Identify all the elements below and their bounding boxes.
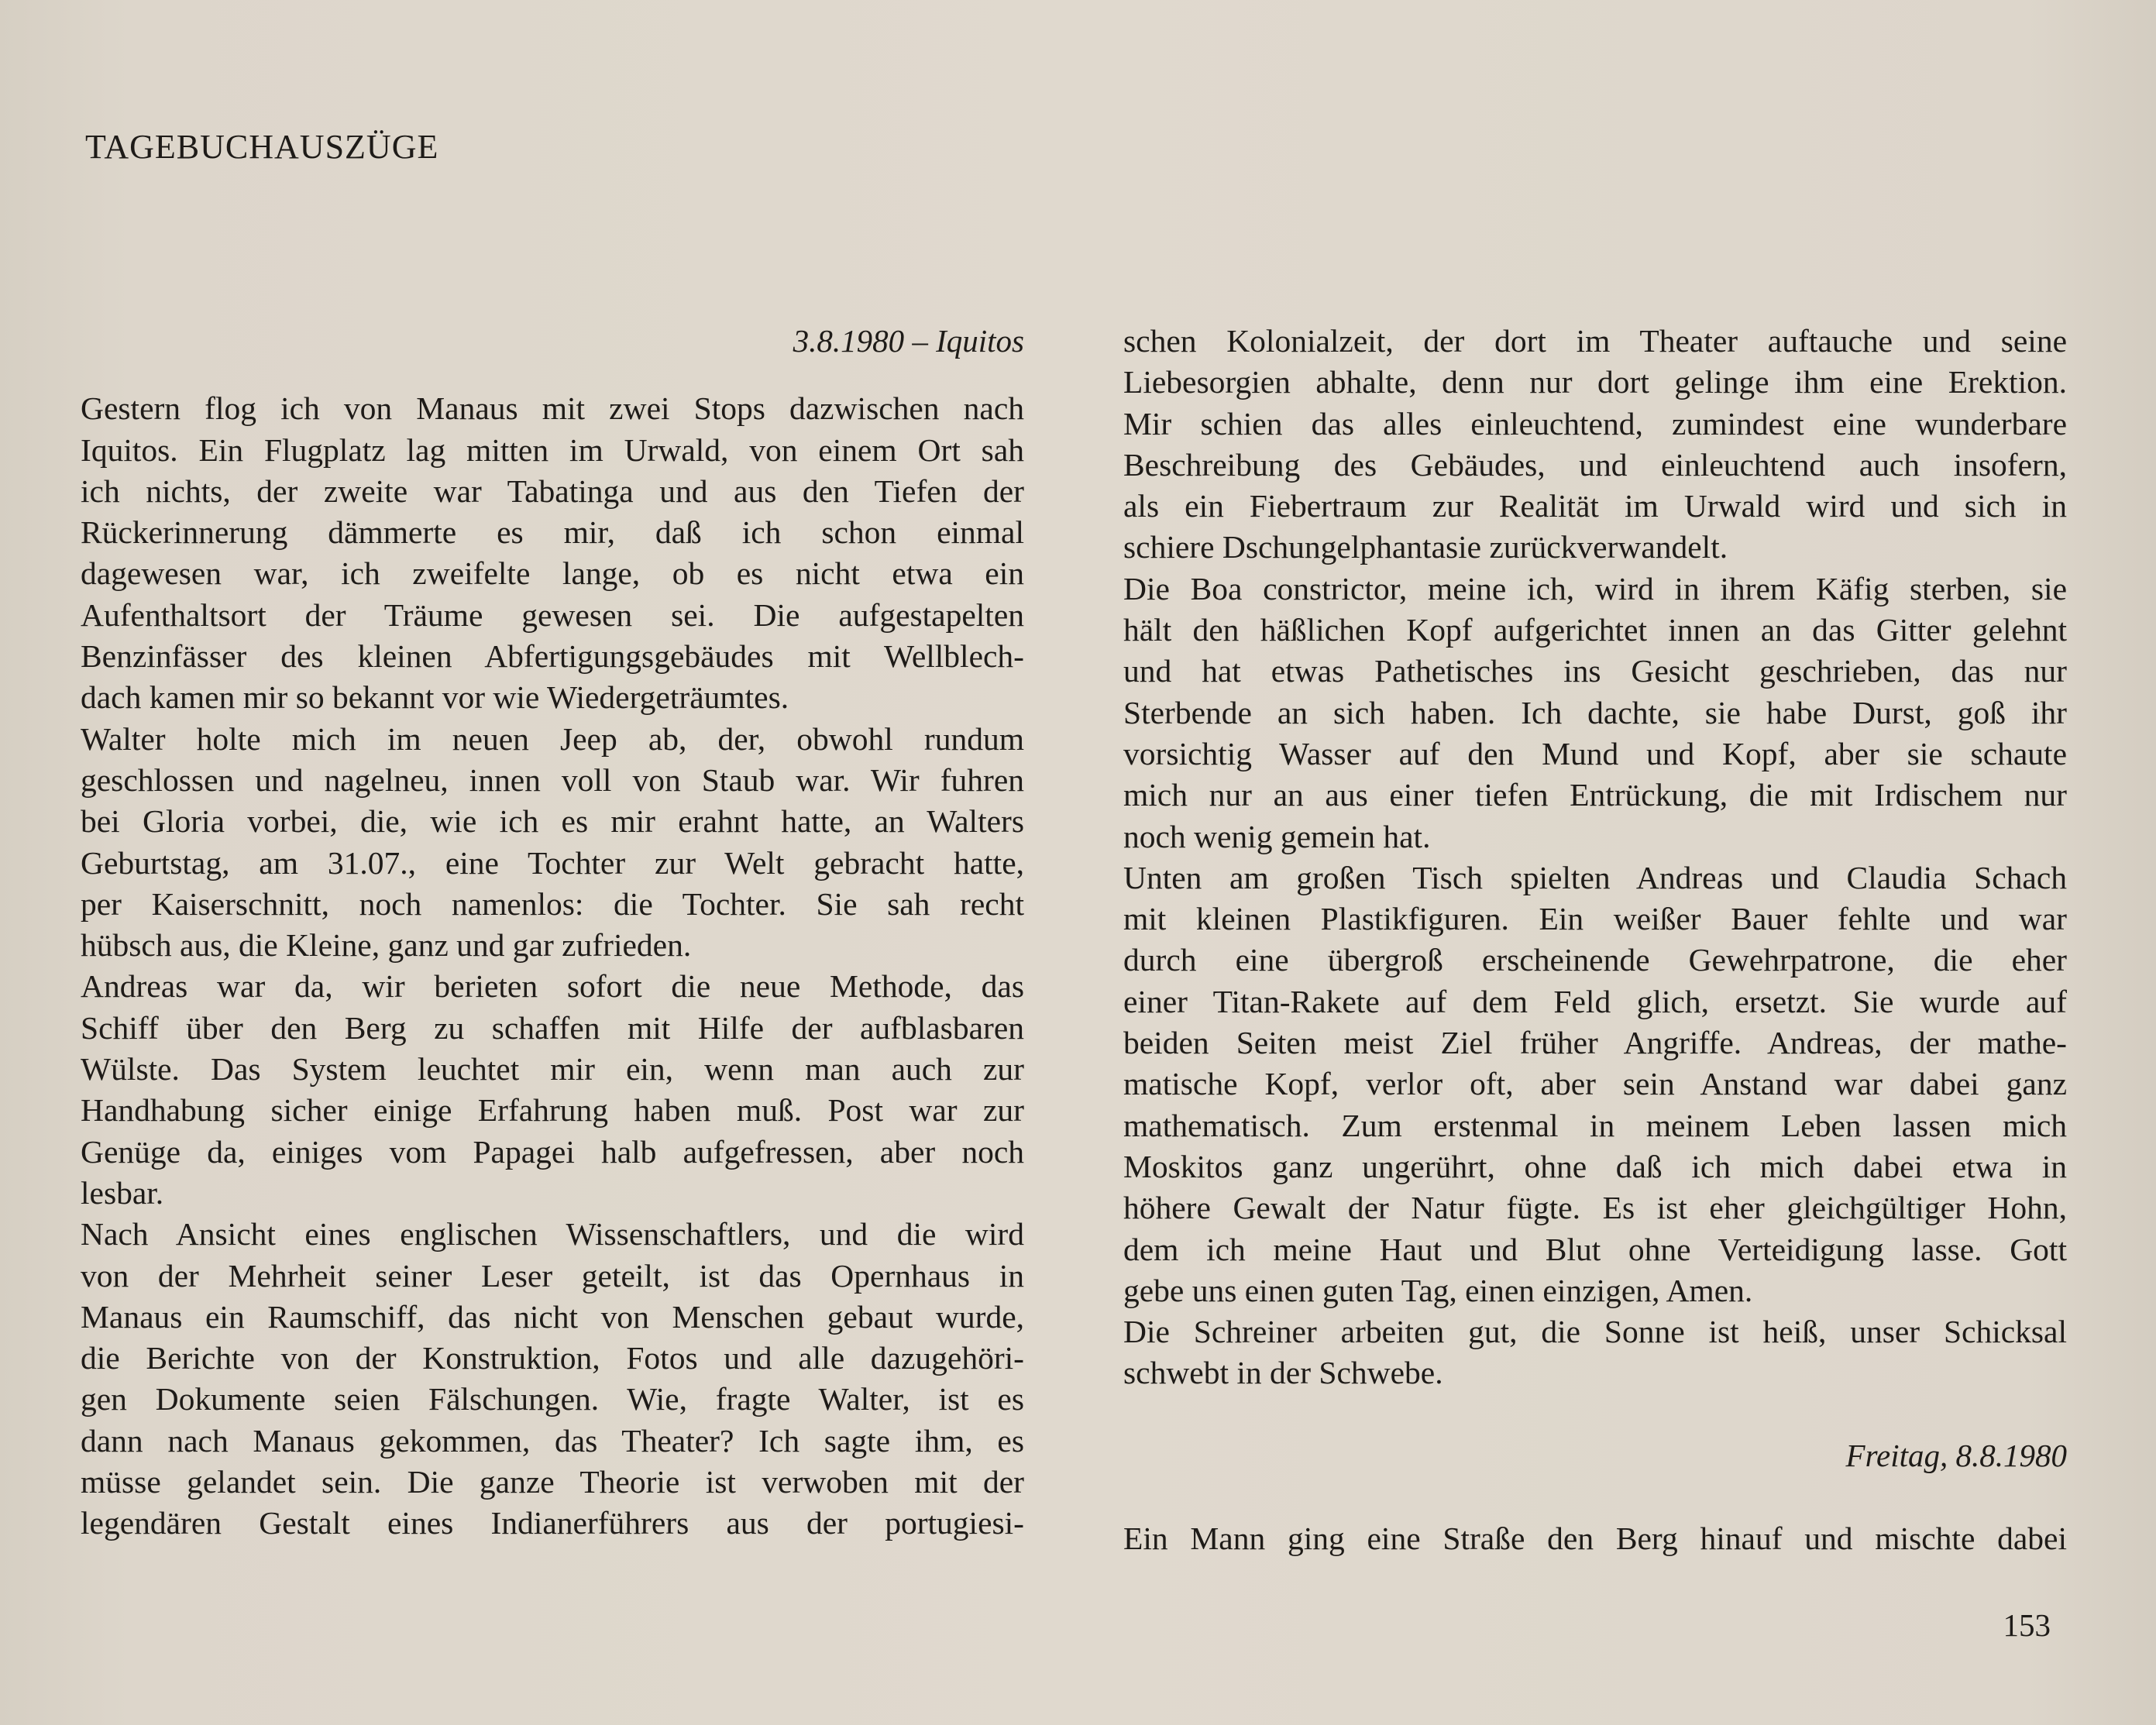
text-line: Schiff über den Berg zu schaffen mit Hilfe der aufblasbaren [81, 1009, 1024, 1046]
text-line: Genüge da, einiges vom Papagei halb aufgefressen, aber noch [81, 1133, 1024, 1170]
section-gap [1123, 1394, 2067, 1435]
text-line: die Berichte von der Konstruktion, Fotos und alle dazugehöri- [81, 1340, 1024, 1376]
text-line: schwebt in der Schwebe. [1123, 1355, 1443, 1391]
text-line: bei Gloria vorbei, die, wie ich es mir erahnt hatte, an Walters [81, 803, 1024, 840]
text-line: Die Schreiner arbeiten gut, die Sonne ist heiß, unser Schicksal [1123, 1314, 2067, 1350]
page-number: 153 [2003, 1607, 2051, 1643]
text-line: ich nichts, der zweite war Tabatinga und aus den Tiefen der [81, 472, 1024, 509]
text-line: von der Mehrheit seiner Leser geteilt, ist das Opernhaus in [81, 1257, 1024, 1294]
text-line: schiere Dschungelphantasie zurückverwandelt. [1123, 529, 1728, 565]
text-line: vorsichtig Wasser auf den Mund und Kopf, aber sie schaute [1123, 735, 2067, 771]
text-line: Mir schien das alles einleuchtend, zumindest eine wunderbare [1123, 405, 2067, 442]
text-line: Sterbende an sich haben. Ich dachte, sie habe Durst, goß ihr [1123, 694, 2067, 730]
running-head: TAGEBUCHAUSZÜGE [85, 128, 439, 166]
text-line: gebe uns einen guten Tag, einen einzigen, Amen. [1123, 1272, 1753, 1308]
text-line: Handhabung sicher einige Erfahrung haben muß. Post war zur [81, 1092, 1024, 1129]
left-column-text [81, 388, 1024, 1544]
text-line: mit kleinen Plastikfiguren. Ein weißer Bauer fehlte und war [1123, 901, 2067, 937]
text-line: Gestern flog ich von Manaus mit zwei Stops dazwischen nach [81, 390, 1024, 427]
text-line: Manaus ein Raumschiff, das nicht von Menschen gebaut wurde, [81, 1298, 1024, 1335]
text-line: Walter holte mich im neuen Jeep ab, der, obwohl rundum [81, 720, 1024, 757]
text-line: höhere Gewalt der Natur fügte. Es ist eher gleichgültiger Hohn, [1123, 1190, 2067, 1226]
text-line: Nach Ansicht eines englischen Wissenschaftlers, und die wird [81, 1216, 1024, 1253]
text-line: noch wenig gemein hat. [1123, 818, 1431, 854]
text-line: Iquitos. Ein Flugplatz lag mitten im Urwald, von einem Ort sah [81, 431, 1024, 468]
text-line: Beschreibung des Gebäudes, und einleuchtend auch insofern, [1123, 446, 2067, 483]
section-gap [1123, 1476, 2067, 1517]
text-line: Die Boa constrictor, meine ich, wird in ihrem Käfig sterben, sie [1123, 570, 2067, 606]
text-line: mich nur an aus einer tiefen Entrückung, die mit Irdischem nur [1123, 777, 2067, 813]
left-column [81, 321, 1024, 1545]
text-line: müsse gelandet sein. Die ganze Theorie ist verwoben mit der [81, 1464, 1024, 1500]
text-line: per Kaiserschnitt, noch namenlos: die Tochter. Sie sah recht [81, 885, 1024, 922]
text-line: und hat etwas Pathetisches ins Gesicht geschrieben, das nur [1123, 653, 2067, 689]
text-line: mathematisch. Zum erstenmal in meinem Leben lassen mich [1123, 1107, 2067, 1143]
text-line: als ein Fiebertraum zur Realität im Urwald wird und sich in [1123, 488, 2067, 524]
text-line: Benzinfässer des kleinen Abfertigungsgebäudes mit Wellblech- [81, 638, 1024, 675]
text-line: Moskitos ganz ungerührt, ohne daß ich mich dabei etwa in [1123, 1148, 2067, 1184]
text-line: hübsch aus, die Kleine, ganz und gar zufrieden. [81, 927, 692, 964]
text-line: dagewesen war, ich zweifelte lange, ob es nicht etwa ein [81, 555, 1024, 592]
entry-dateline: Freitag, 8.8.1980 [1845, 1438, 2067, 1474]
entry-dateline: 3.8.1980 – Iquitos [793, 323, 1024, 359]
text-line: hält den häßlichen Kopf aufgerichtet innen an das Gitter gelehnt [1123, 612, 2067, 648]
right-column [1123, 321, 2067, 1559]
text-line: Ein Mann ging eine Straße den Berg hinauf und mischte dabei [1123, 1520, 2067, 1556]
text-line: beiden Seiten meist Ziel früher Angriffe. Andreas, der mathe- [1123, 1025, 2067, 1061]
text-line: Andreas war da, wir berieten sofort die neue Methode, das [81, 968, 1024, 1005]
text-line: dann nach Manaus gekommen, das Theater? Ich sagte ihm, es [81, 1422, 1024, 1459]
text-line: dem ich meine Haut und Blut ohne Verteidigung lasse. Gott [1123, 1231, 2067, 1267]
text-line: Rückerinnerung dämmerte es mir, daß ich schon einmal [81, 514, 1024, 551]
text-line: gen Dokumente seien Fälschungen. Wie, fragte Walter, ist es [81, 1381, 1024, 1417]
text-line: dach kamen mir so bekannt vor wie Wiedergeträumtes. [81, 679, 789, 716]
text-line: lesbar. [81, 1174, 164, 1211]
text-line: Wülste. Das System leuchtet mir ein, wenn man auch zur [81, 1051, 1024, 1088]
text-line: Liebesorgien abhalte, denn nur dort gelinge ihm eine Erektion. [1123, 364, 2067, 400]
text-line: einer Titan-Rakete auf dem Feld glich, ersetzt. Sie wurde auf [1123, 983, 2067, 1019]
text-line: legendären Gestalt eines Indianerführers aus der portugiesi- [81, 1505, 1024, 1541]
text-line: Unten am großen Tisch spielten Andreas und Claudia Schach [1123, 859, 2067, 895]
dateline-gap [81, 362, 1024, 388]
right-column-text [1123, 321, 2067, 1394]
text-line: matische Kopf, verlor oft, aber sein Anstand war dabei ganz [1123, 1066, 2067, 1102]
text-line: Aufenthaltsort der Träume gewesen sei. Die aufgestapelten [81, 596, 1024, 633]
text-line: durch eine übergroß erscheinende Gewehrpatrone, die eher [1123, 942, 2067, 978]
text-line: schen Kolonialzeit, der dort im Theater auftauche und seine [1123, 323, 2067, 359]
text-line: Geburtstag, am 31.07., eine Tochter zur Welt gebracht hatte, [81, 844, 1024, 881]
text-line: geschlossen und nagelneu, innen voll von Staub war. Wir fuhren [81, 761, 1024, 798]
